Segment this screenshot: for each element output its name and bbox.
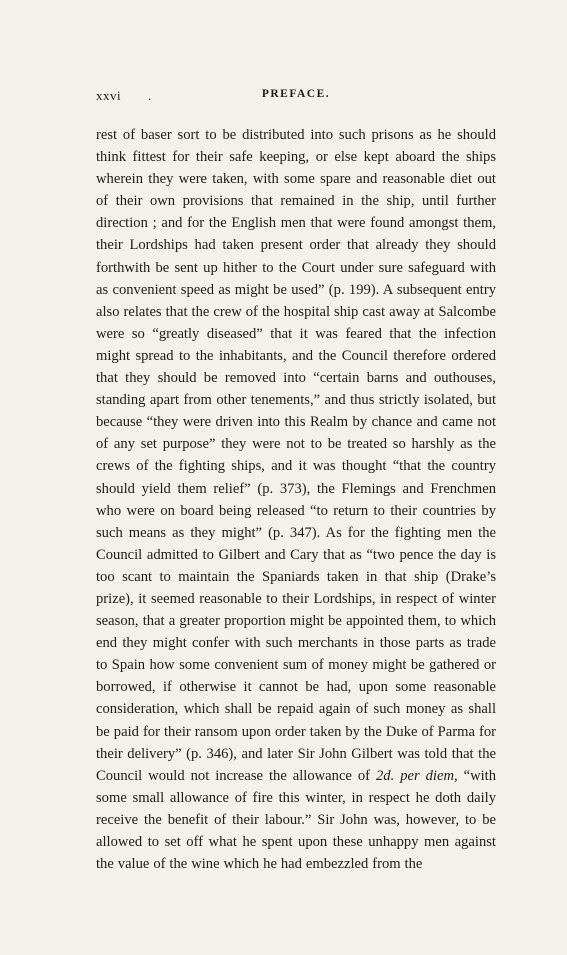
body-text-part-2: “with some small allowance of fire this winter, in respect he doth daily receive the benefit of their labour.” Sir John was, however, to be allowed to set off what he spent upon these unhappy men against the value of the wine which he had embezzled from the — [96, 767, 497, 873]
running-title: PREFACE. — [261, 88, 331, 100]
page-header — [96, 88, 496, 108]
body-paragraph — [96, 124, 496, 875]
body-text-italic: 2d. per diem, — [376, 767, 458, 784]
header-separator: . — [148, 88, 152, 103]
body-text-part-1: rest of baser sort to be distributed into such prisons as he should think fittest for their safe keeping, or else kept aboard the ships wherein they were taken, with some spare and reasonable diet out of their own provisions that remained in the ship, until further direction ; and for the English men that were found amongst them, their Lordships had taken present order that already they should forthwith be sent up hither to the Court under sure safeguard with as convenient speed as might be used” (p. 199). A subsequent entry also relates that the crew of the hospital ship cast away at Salcombe were so “greatly diseased” that it was feared that the infection might spread to the inhabitants, and the Council therefore ordered that they should be removed into “certain barns and outhouses, standing apart from other tenements,” and thus strictly isolated, but because “they were driven into this Realm by chance and came not of any set purpose” they were not to be treated so harshly as the crews of the fighting ships, and it was thought “that the country should yield them relief” (p. 373), the Flemings and Frenchmen who were on board being released “to return to their countries by such means as they might” (p. 347). As for the fighting men the Council admitted to Gilbert and Cary that as “two pence the day is too scant to maintain the Spaniards taken in that ship (Drake’s prize), it seemed reasonable to their Lordships, in respect of winter season, that a greater proportion might be appointed them, to which end they might confer with such merchants in those parts as trade to Spain how some convenient sum of money might be gathered or borrowed, if otherwise it cannot be had, upon some reasonable consideration, which shall be repaid again of such money as shall be paid for their ransom upon order taken by the Duke of Parma for their delivery” (p. 346), and later Sir John Gilbert was told that the Council would not increase the allowance of — [96, 127, 496, 784]
page-number: xxvi — [96, 88, 122, 103]
